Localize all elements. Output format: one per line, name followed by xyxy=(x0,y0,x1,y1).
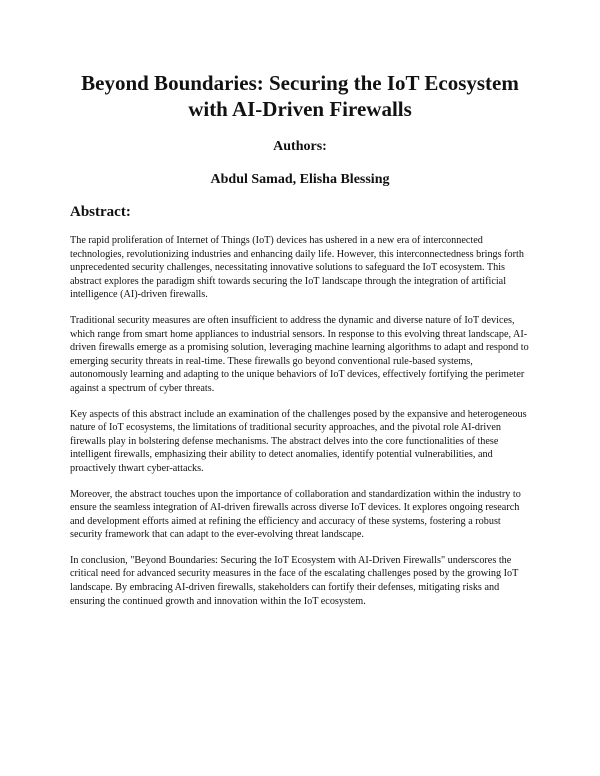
author-names: Abdul Samad, Elisha Blessing xyxy=(210,172,390,187)
paper-title: Beyond Boundaries: Securing the IoT Ecosystem with AI-Driven Firewalls xyxy=(81,71,519,121)
abstract-paragraph-2: Traditional security measures are often insufficient to address the dynamic and diverse nature of IoT devices, which range from smart home appliances to industrial sensors. In response to this evolving threat landscape, AI-driven firewalls emerge as a promising solution, leveraging machine learning algorithms to adapt and respond to emerging security threats in real-time. These firewalls go beyond conventional rule-based systems, autonomously learning and adapting to the unique behaviors of IoT devices, effectively fortifying the perimeter against a spectrum of cyber threats. xyxy=(70,314,529,394)
abstract-paragraph-1: The rapid proliferation of Internet of Things (IoT) devices has ushered in a new era of interconnected technologies, revolutionizing industries and enhancing daily life. However, this interconnectedness brings forth unprecedented security challenges, necessitating innovative solutions to safeguard the IoT ecosystem. This abstract explores the paradigm shift towards securing the IoT landscape through the integration of artificial intelligence (AI)-driven firewalls. xyxy=(70,235,524,301)
abstract-paragraph-5: In conclusion, "Beyond Boundaries: Securing the IoT Ecosystem with AI-Driven Firewalls" underscores the critical need for advanced security measures in the face of the escalating challenges posed by the growing IoT landscape. By embracing AI-driven firewalls, stakeholders can fortify their defenses, mitigating risks and ensuring the continued growth and innovation within the IoT ecosystem. xyxy=(70,554,519,607)
abstract-heading: Abstract: xyxy=(70,204,131,220)
abstract-paragraph-3: Key aspects of this abstract include an examination of the challenges posed by the expansive and heterogeneous nature of IoT ecosystems, the limitations of traditional security approaches, and the pivotal role AI-driven firewalls play in bolstering defense mechanisms. The abstract delves into the core functionalities of these intelligent firewalls, emphasizing their ability to detect anomalies, identify potential vulnerabilities, and proactively thwart cyber-attacks. xyxy=(70,408,527,474)
authors-heading: Authors: xyxy=(273,139,327,154)
abstract-paragraph-4: Moreover, the abstract touches upon the importance of collaboration and standardization within the industry to ensure the seamless integration of AI-driven firewalls across diverse IoT devices. It explores ongoing research and development efforts aimed at refining the efficiency and accuracy of these systems, fostering a robust security framework that can adapt to the ever-evolving threat landscape. xyxy=(70,488,521,541)
